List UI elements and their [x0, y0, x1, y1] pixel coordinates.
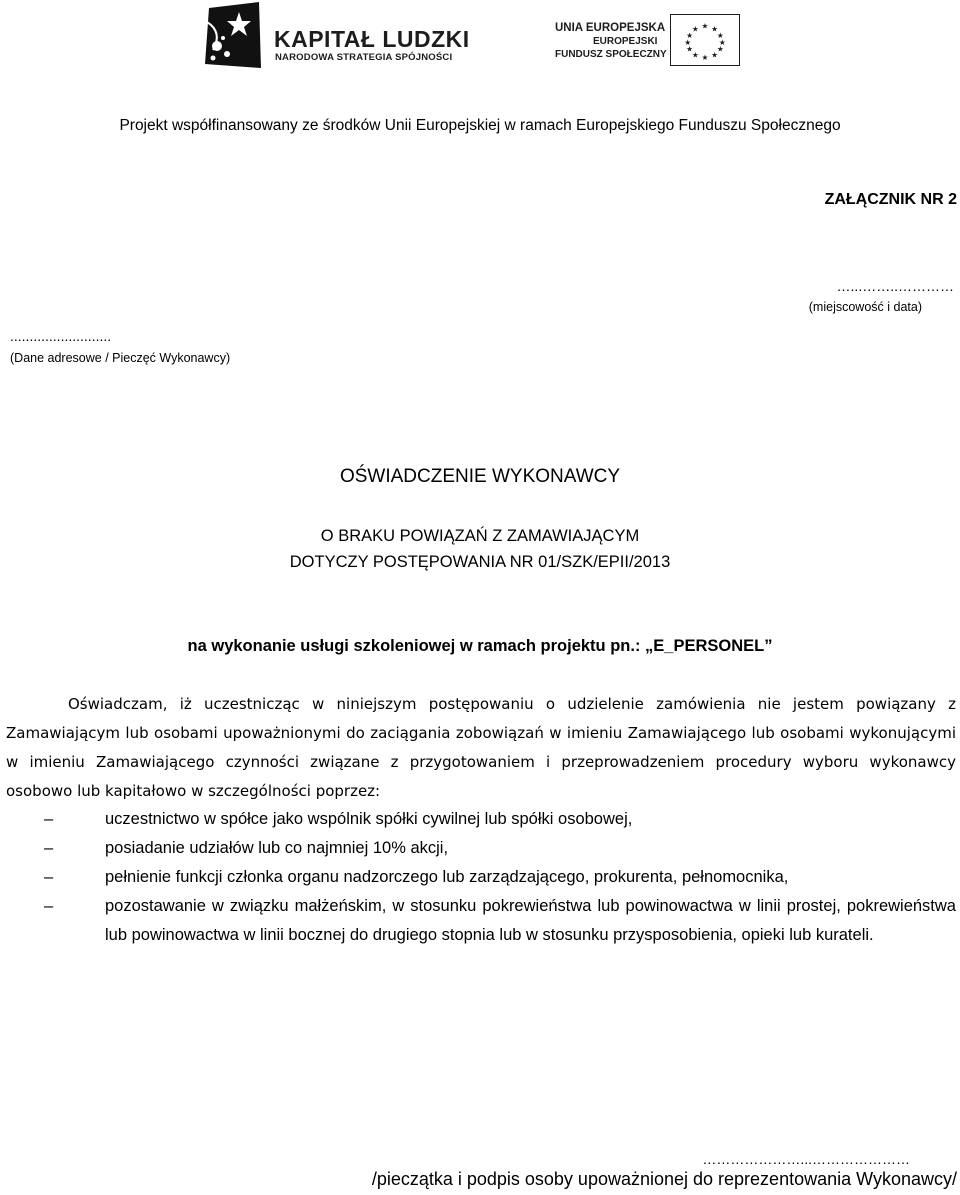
eu-line1: UNIA EUROPEJSKA — [555, 22, 666, 34]
svg-text:★: ★ — [691, 50, 699, 60]
dash-bullet: – — [44, 810, 54, 828]
relations-list — [6, 805, 956, 950]
kapital-ludzki-subtitle: NARODOWA STRATEGIA SPÓJNOŚCI — [275, 52, 453, 63]
procedure-number: DOTYCZY POSTĘPOWANIA NR 01/SZK/EPII/2013 — [289, 553, 671, 571]
list-item-text: uczestnictwo w spółce jako wspólnik spółki cywilnej lub spółki osobowej, — [105, 810, 633, 828]
svg-text:★: ★ — [711, 24, 719, 34]
declaration-text: Oświadczam, iż uczestnicząc w niniejszym postępowaniu o udzielenie zamówienia nie jestem powiązany z Zamawiającym lub osobami upoważnionymi do zaciągania zobowiązań w imieniu Zamawiającego lub osobami wykonującymi w imieniu Zamawiającego czynności związane z przygotowaniem i przeprowadzeniem procedury wyboru wykonawcy osobowo lub kapitałowo w szczególności poprzez: — [6, 695, 956, 800]
eu-line2: EUROPEJSKI — [593, 36, 658, 47]
cofinancing-note: Projekt współfinansowany ze środków Unii Europejskiej w ramach Europejskiego Funduszu Społecznego — [119, 117, 841, 134]
dash-bullet: – — [44, 897, 54, 915]
svg-text:★: ★ — [701, 21, 709, 31]
svg-text:★: ★ — [716, 44, 724, 54]
svg-text:★: ★ — [691, 24, 699, 34]
document-subtitle: O BRAKU POWIĄZAŃ Z ZAMAWIAJĄCYM — [320, 527, 640, 545]
annex-number: ZAŁĄCZNIK NR 2 — [824, 191, 957, 208]
svg-text:★: ★ — [686, 31, 694, 41]
svg-text:★: ★ — [686, 44, 694, 54]
eu-line3: FUNDUSZ SPOŁECZNY — [555, 49, 667, 60]
list-item — [6, 892, 956, 950]
signature-label: /pieczątka i podpis osoby upoważnionej do reprezentowania Wykonawcy/ — [371, 1169, 957, 1189]
svg-text:★: ★ — [701, 53, 709, 63]
svg-text:★: ★ — [718, 37, 726, 47]
eu-logo-text — [555, 22, 667, 61]
signature-dots: …………………...………………… — [702, 1151, 910, 1167]
list-item-text: pozostawanie w związku małżeńskim, w stosunku pokrewieństwa lub powinowactwa w linii prostej, pokrewieństwa lub powinowactwa w linii bocznej do drugiego stopnia lub w stosunku przysposobienia, opieki lub kurateli. — [105, 897, 956, 944]
svg-text:★: ★ — [684, 37, 692, 47]
document-title: OŚWIADCZENIE WYKONAWCY — [339, 466, 621, 487]
dash-bullet: – — [44, 839, 54, 857]
dash-bullet: – — [44, 868, 54, 886]
list-item — [6, 863, 956, 892]
address-dots: .......................... — [10, 328, 112, 344]
svg-text:★: ★ — [711, 50, 719, 60]
list-item — [6, 805, 956, 834]
place-date-dots: …...……..………… — [836, 278, 954, 294]
kapital-ludzki-title: KAPITAŁ LUDZKI — [274, 26, 470, 52]
service-description: na wykonanie usługi szkoleniowej w ramach projektu pn.: „E_PERSONEL” — [187, 637, 773, 655]
list-item-text: posiadanie udziałów lub co najmniej 10% akcji, — [105, 839, 449, 857]
eu-flag-icon — [670, 14, 740, 66]
list-item — [6, 834, 956, 863]
list-item-text: pełnienie funkcji członka organu nadzorczego lub zarządzającego, prokurenta, pełnomocnika, — [105, 868, 789, 886]
svg-text:★: ★ — [716, 31, 724, 41]
kapital-ludzki-logo — [203, 2, 265, 70]
place-date-label: (miejscowość i data) — [808, 300, 922, 314]
address-label: (Dane adresowe / Pieczęć Wykonawcy) — [10, 351, 231, 365]
